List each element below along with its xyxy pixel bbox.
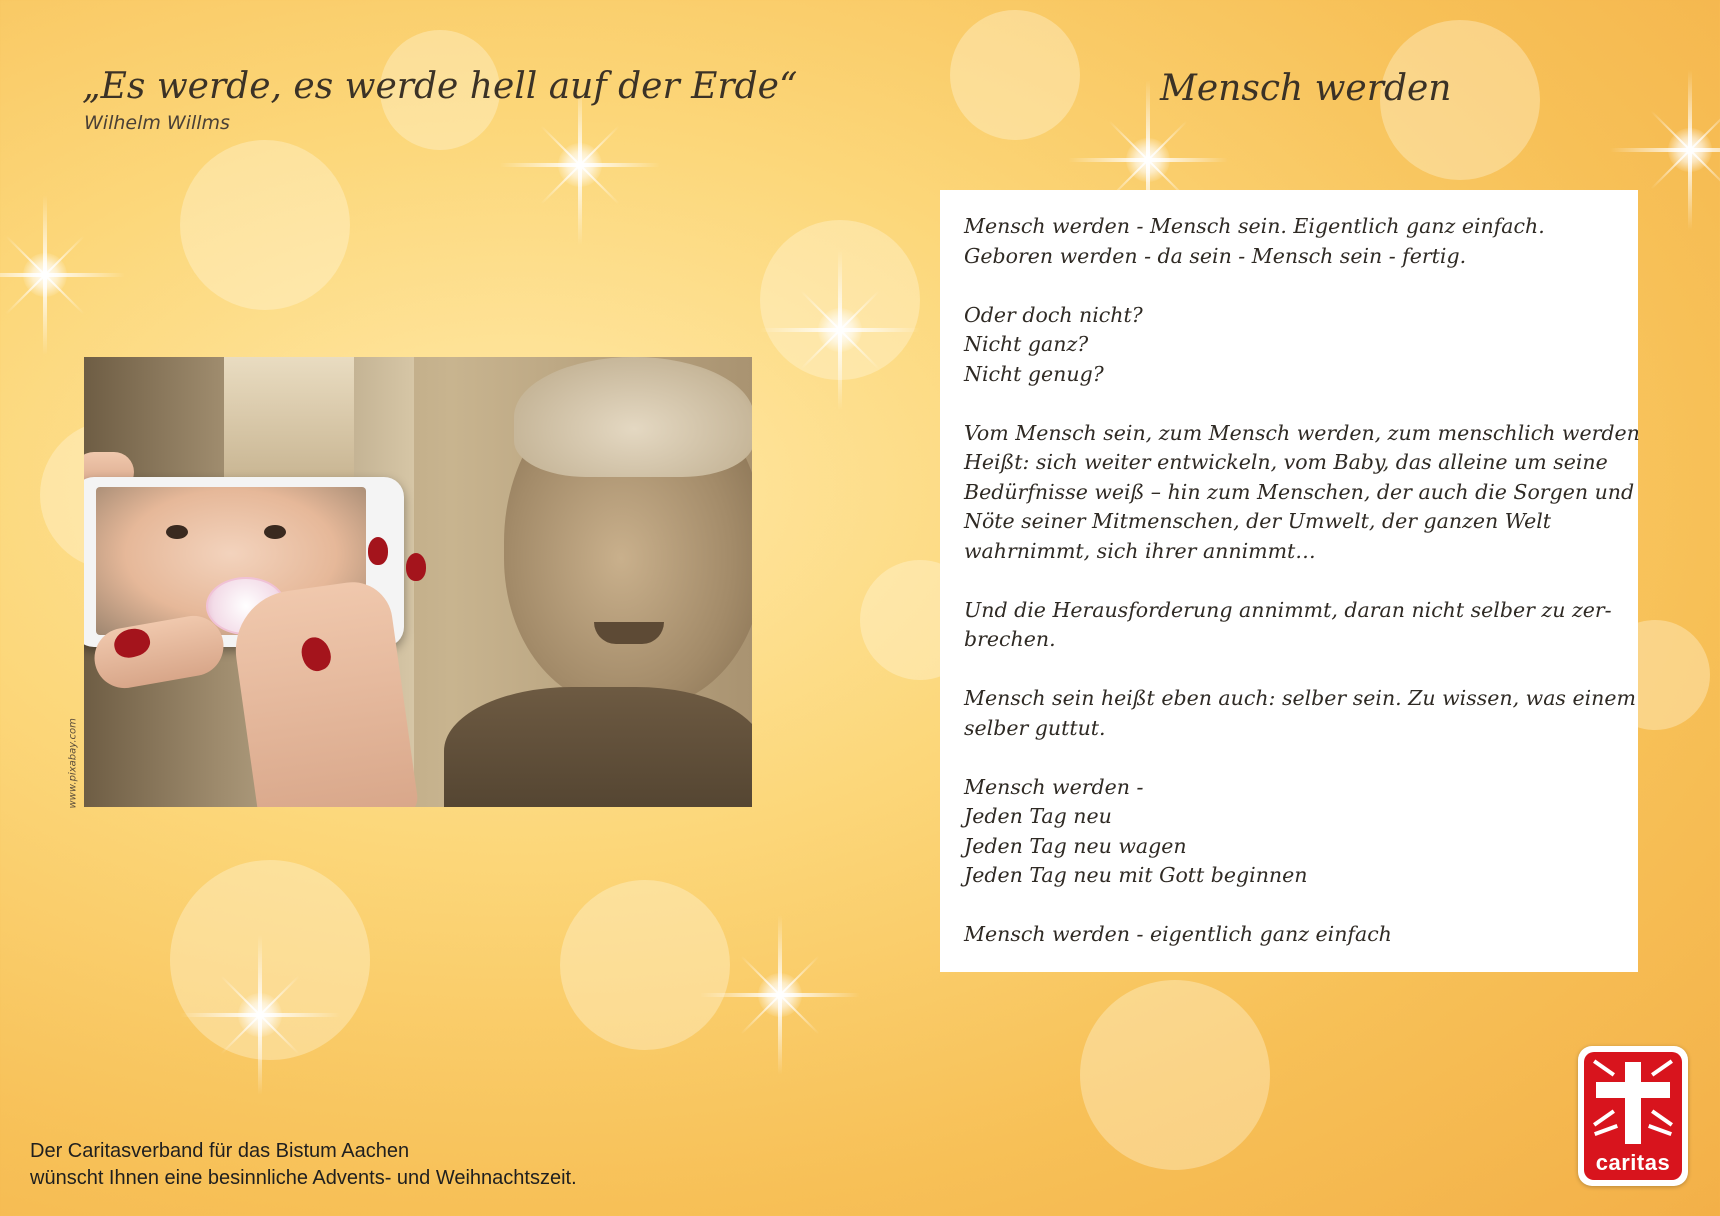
photo-credit: www.pixabay.com: [67, 718, 79, 809]
paragraph: [964, 773, 1624, 891]
footer-line-1: Der Caritasverband für das Bistum Aachen: [30, 1140, 410, 1162]
photo-window: [224, 357, 354, 497]
text-panel-body: [964, 212, 1640, 979]
photo-grandmother-body: [444, 687, 752, 807]
text-line: Geboren werden - da sein - Mensch sein - fertig.: [964, 243, 1467, 268]
photo-baby-grandmother: [84, 357, 752, 807]
paragraph: [964, 596, 1624, 655]
text-line: Nicht genug?: [964, 361, 1104, 386]
paragraph: [964, 684, 1636, 743]
footer-line-2: wünscht Ihnen eine besinnliche Advents- und Weihnachtszeit.: [30, 1167, 577, 1189]
photo-grandmother-hair: [514, 357, 752, 477]
text-line: Heißt: sich weiter entwickeln, vom Baby, das alleine um seine: [964, 450, 1608, 474]
text-line: selber guttut.: [964, 715, 1106, 740]
caritas-logo-badge: [1584, 1052, 1682, 1180]
paragraph: [964, 920, 1624, 950]
text-line: Mensch sein heißt eben auch: selber sein. Zu wissen, was einem: [964, 686, 1636, 710]
paragraph: [964, 301, 1624, 390]
text-line: Jeden Tag neu: [964, 804, 1112, 828]
quote-title: „Es werde, es werde hell auf der Erde“: [82, 66, 798, 107]
text-line: wahrnimmt, sich ihrer annimmt…: [964, 538, 1316, 563]
caritas-logo: [1578, 1046, 1688, 1186]
text-line: Bedürfnisse weiß – hin zum Menschen, der auch die Sorgen und: [964, 479, 1635, 504]
caritas-cross-icon: [1625, 1062, 1641, 1144]
text-line: Mensch werden - eigentlich ganz einfach: [964, 922, 1392, 946]
text-line: Jeden Tag neu wagen: [964, 833, 1187, 858]
text-line: Nicht ganz?: [964, 332, 1089, 356]
text-line: brechen.: [964, 627, 1056, 651]
text-line: Und die Herausforderung annimmt, daran nicht selber zu zer-: [964, 597, 1612, 622]
quote-author: Wilhelm Willms: [84, 112, 230, 134]
text-panel: [940, 190, 1638, 972]
paragraph: [964, 419, 1640, 567]
text-line: Jeden Tag neu mit Gott beginnen: [964, 863, 1308, 887]
text-line: Nöte seiner Mitmenschen, der Umwelt, der ganzen Welt: [964, 509, 1552, 533]
text-line: Oder doch nicht?: [964, 302, 1143, 327]
text-line: Vom Mensch sein, zum Mensch werden, zum menschlich werden: [964, 420, 1640, 445]
photo-hand-right: [228, 577, 420, 807]
caritas-wordmark: caritas: [1595, 1150, 1671, 1175]
photo-grandmother-smile: [594, 622, 664, 644]
text-line: Mensch werden - Mensch sein. Eigentlich ganz einfach.: [964, 214, 1545, 238]
paragraph: [964, 212, 1624, 271]
section-title: Mensch werden: [1160, 68, 1452, 109]
footer-greeting: [30, 1138, 577, 1192]
text-line: Mensch werden -: [964, 774, 1144, 799]
